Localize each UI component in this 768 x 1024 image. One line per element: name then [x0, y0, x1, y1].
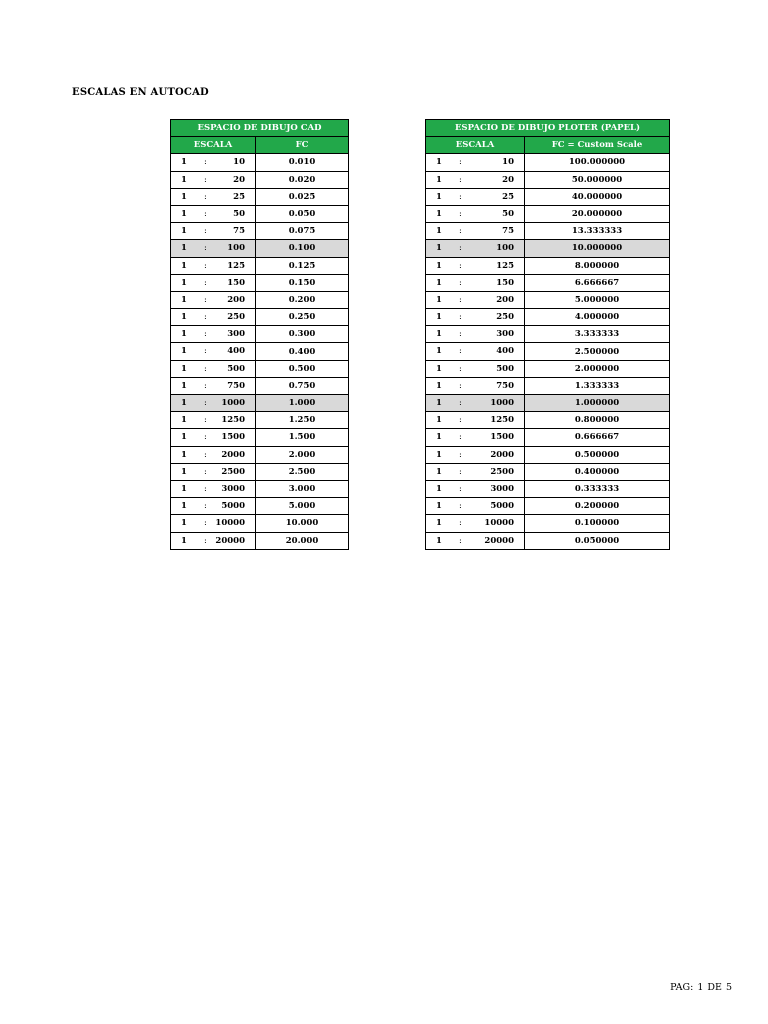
cad-table-row [171, 274, 349, 291]
scale-separator: : [204, 449, 207, 460]
scale-ratio-cell [171, 309, 256, 326]
scale-separator: : [459, 208, 462, 219]
scale-ratio-cell [171, 360, 256, 377]
scale-separator: : [459, 466, 462, 477]
scale-factor-cell: 0.025 [256, 188, 349, 205]
ploter-table-row [426, 274, 670, 291]
scale-numerator: 1 [436, 380, 442, 391]
scale-numerator: 1 [436, 363, 442, 374]
scale-ratio-cell [171, 171, 256, 188]
ploter-table-row [426, 257, 670, 274]
scale-separator: : [459, 243, 462, 254]
scale-numerator: 1 [181, 346, 187, 357]
scale-factor-cell: 20.000 [256, 532, 349, 549]
scale-denominator: 10000 [215, 518, 245, 529]
scale-separator: : [204, 535, 207, 546]
ploter-table-row [426, 429, 670, 446]
scale-separator: : [459, 157, 462, 168]
ploter-table-row [426, 309, 670, 326]
ploter-table-title: ESPACIO DE DIBUJO PLOTER (PAPEL) [426, 120, 670, 137]
scale-denominator: 1500 [221, 432, 245, 443]
scale-ratio-cell [426, 171, 525, 188]
scale-separator: : [459, 346, 462, 357]
scale-ratio-cell [426, 463, 525, 480]
ploter-table-row [426, 240, 670, 257]
scale-numerator: 1 [181, 501, 187, 512]
scale-factor-cell: 0.500000 [525, 446, 670, 463]
scale-numerator: 1 [181, 415, 187, 426]
scale-ratio-cell [426, 291, 525, 308]
scale-separator: : [459, 363, 462, 374]
scale-ratio-cell [426, 395, 525, 412]
scale-factor-cell: 13.333333 [525, 223, 670, 240]
scale-denominator: 750 [227, 380, 245, 391]
scale-denominator: 1500 [490, 432, 514, 443]
ploter-table-row [426, 377, 670, 394]
scale-factor-cell: 0.020 [256, 171, 349, 188]
scale-denominator: 200 [227, 294, 245, 305]
scale-factor-cell: 2.500 [256, 463, 349, 480]
scale-factor-cell: 100.000000 [525, 154, 670, 171]
cad-table-row [171, 171, 349, 188]
scale-numerator: 1 [181, 483, 187, 494]
scale-separator: : [204, 380, 207, 391]
scale-ratio-cell [426, 446, 525, 463]
scale-factor-cell: 20.000000 [525, 205, 670, 222]
scale-separator: : [459, 501, 462, 512]
ploter-table-row [426, 515, 670, 532]
scale-ratio-cell [171, 154, 256, 171]
scale-separator: : [459, 277, 462, 288]
ploter-table-row [426, 223, 670, 240]
scale-separator: : [204, 312, 207, 323]
cad-table-row [171, 326, 349, 343]
scale-numerator: 1 [436, 449, 442, 460]
scale-ratio-cell [171, 240, 256, 257]
scale-ratio-cell [171, 463, 256, 480]
scale-factor-cell: 8.000000 [525, 257, 670, 274]
cad-scale-table [170, 119, 349, 550]
scale-numerator: 1 [436, 466, 442, 477]
scale-ratio-cell [426, 309, 525, 326]
scale-ratio-cell [426, 154, 525, 171]
ploter-table-row [426, 463, 670, 480]
scale-numerator: 1 [181, 294, 187, 305]
scale-separator: : [459, 260, 462, 271]
scale-ratio-cell [426, 326, 525, 343]
scale-denominator: 500 [227, 363, 245, 374]
scale-numerator: 1 [436, 294, 442, 305]
scale-factor-cell: 0.800000 [525, 412, 670, 429]
scale-factor-cell: 0.050000 [525, 532, 670, 549]
scale-ratio-cell [171, 291, 256, 308]
scale-factor-cell: 50.000000 [525, 171, 670, 188]
scale-denominator: 3000 [221, 483, 245, 494]
scale-factor-cell: 0.250 [256, 309, 349, 326]
page-number: PAG: 1 DE 5 [670, 982, 732, 993]
ploter-table-row [426, 343, 670, 360]
scale-ratio-cell [171, 205, 256, 222]
scale-separator: : [459, 449, 462, 460]
scale-separator: : [459, 398, 462, 408]
scale-ratio-cell [171, 446, 256, 463]
scale-factor-cell: 1.500 [256, 429, 349, 446]
scale-ratio-cell [171, 412, 256, 429]
scale-separator: : [459, 415, 462, 426]
scale-factor-cell: 0.333333 [525, 480, 670, 497]
ploter-table-row [426, 326, 670, 343]
cad-fc-header: FC [256, 137, 349, 154]
scale-numerator: 1 [436, 415, 442, 426]
scale-factor-cell: 0.125 [256, 257, 349, 274]
scale-numerator: 1 [181, 157, 187, 168]
scale-numerator: 1 [181, 380, 187, 391]
scale-denominator: 5000 [490, 501, 514, 512]
scale-numerator: 1 [436, 260, 442, 271]
scale-separator: : [459, 191, 462, 202]
scale-separator: : [204, 208, 207, 219]
scale-ratio-cell [171, 377, 256, 394]
scale-ratio-cell [426, 188, 525, 205]
scale-ratio-cell [426, 205, 525, 222]
scale-factor-cell: 3.000 [256, 480, 349, 497]
scale-separator: : [204, 466, 207, 477]
scale-numerator: 1 [181, 432, 187, 443]
ploter-table-row [426, 171, 670, 188]
scale-denominator: 25 [233, 191, 245, 202]
scale-numerator: 1 [181, 329, 187, 340]
scale-denominator: 250 [496, 312, 514, 323]
scale-factor-cell: 1.000000 [525, 395, 670, 412]
scale-factor-cell: 1.000 [256, 395, 349, 412]
scale-factor-cell: 0.050 [256, 205, 349, 222]
cad-table-row [171, 429, 349, 446]
scale-separator: : [204, 157, 207, 168]
scale-numerator: 1 [181, 449, 187, 460]
scale-denominator: 20000 [484, 535, 514, 546]
cad-table-row [171, 360, 349, 377]
scale-numerator: 1 [436, 329, 442, 340]
scale-ratio-cell [426, 223, 525, 240]
cad-table-row [171, 446, 349, 463]
scale-separator: : [459, 535, 462, 546]
cad-table-row [171, 480, 349, 497]
scale-denominator: 50 [502, 208, 514, 219]
scale-denominator: 10 [233, 157, 245, 168]
scale-denominator: 20000 [215, 535, 245, 546]
cad-table-row [171, 257, 349, 274]
scale-denominator: 20 [502, 174, 514, 185]
scale-numerator: 1 [436, 208, 442, 219]
scale-separator: : [204, 518, 207, 529]
scale-separator: : [204, 363, 207, 374]
scale-denominator: 125 [496, 260, 514, 271]
scale-numerator: 1 [181, 363, 187, 374]
scale-separator: : [204, 243, 207, 254]
cad-table-row [171, 412, 349, 429]
scale-separator: : [204, 483, 207, 494]
scale-factor-cell: 2.000 [256, 446, 349, 463]
cad-table-row [171, 343, 349, 360]
scale-factor-cell: 5.000000 [525, 291, 670, 308]
scale-ratio-cell [171, 515, 256, 532]
scale-numerator: 1 [436, 501, 442, 512]
scale-factor-cell: 1.333333 [525, 377, 670, 394]
scale-factor-cell: 2.500000 [525, 343, 670, 360]
cad-table-row [171, 154, 349, 171]
ploter-table-row [426, 205, 670, 222]
scale-numerator: 1 [181, 535, 187, 546]
scale-separator: : [204, 346, 207, 357]
scale-numerator: 1 [436, 398, 442, 408]
scale-factor-cell: 0.750 [256, 377, 349, 394]
scale-factor-cell: 0.150 [256, 274, 349, 291]
scale-numerator: 1 [181, 260, 187, 271]
scale-ratio-cell [426, 480, 525, 497]
scale-denominator: 200 [496, 294, 514, 305]
ploter-table-row [426, 395, 670, 412]
ploter-table-row [426, 188, 670, 205]
scale-factor-cell: 0.200000 [525, 498, 670, 515]
scale-ratio-cell [426, 274, 525, 291]
scale-denominator: 20 [233, 174, 245, 185]
cad-table-row [171, 223, 349, 240]
scale-ratio-cell [171, 480, 256, 497]
ploter-table-row [426, 446, 670, 463]
scale-numerator: 1 [436, 157, 442, 168]
scale-separator: : [459, 380, 462, 391]
ploter-table-row [426, 412, 670, 429]
scale-factor-cell: 0.400 [256, 343, 349, 360]
cad-table-row [171, 291, 349, 308]
ploter-escala-header: ESCALA [426, 137, 525, 154]
scale-numerator: 1 [436, 535, 442, 546]
scale-numerator: 1 [181, 312, 187, 323]
scale-factor-cell: 0.075 [256, 223, 349, 240]
scale-separator: : [204, 191, 207, 202]
scale-factor-cell: 0.200 [256, 291, 349, 308]
scale-factor-cell: 0.400000 [525, 463, 670, 480]
scale-ratio-cell [171, 223, 256, 240]
scale-denominator: 2000 [221, 449, 245, 460]
ploter-scale-table [425, 119, 670, 550]
scale-factor-cell: 3.333333 [525, 326, 670, 343]
cad-table-row [171, 463, 349, 480]
scale-denominator: 75 [233, 226, 245, 237]
scale-denominator: 5000 [221, 501, 245, 512]
scale-ratio-cell [171, 274, 256, 291]
cad-table-body [171, 154, 349, 549]
scale-denominator: 150 [496, 277, 514, 288]
scale-factor-cell: 40.000000 [525, 188, 670, 205]
ploter-table-row [426, 532, 670, 549]
scale-factor-cell: 0.500 [256, 360, 349, 377]
scale-numerator: 1 [436, 346, 442, 357]
scale-ratio-cell [426, 532, 525, 549]
scale-ratio-cell [171, 429, 256, 446]
scale-denominator: 2500 [490, 466, 514, 477]
cad-table-row [171, 532, 349, 549]
scale-ratio-cell [171, 343, 256, 360]
scale-factor-cell: 4.000000 [525, 309, 670, 326]
ploter-table-row [426, 480, 670, 497]
cad-table-row [171, 188, 349, 205]
scale-denominator: 3000 [490, 483, 514, 494]
cad-table-row [171, 240, 349, 257]
cad-table-row [171, 515, 349, 532]
ploter-table-row [426, 154, 670, 171]
scale-denominator: 400 [496, 346, 514, 357]
scale-denominator: 75 [502, 226, 514, 237]
page-title: ESCALAS EN AUTOCAD [72, 87, 209, 98]
scale-denominator: 1250 [221, 415, 245, 426]
scale-numerator: 1 [181, 174, 187, 185]
scale-separator: : [204, 398, 207, 408]
scale-separator: : [204, 174, 207, 185]
ploter-table-row [426, 498, 670, 515]
scale-numerator: 1 [181, 191, 187, 202]
scale-numerator: 1 [436, 277, 442, 288]
scale-denominator: 1000 [490, 398, 514, 408]
scale-factor-cell: 2.000000 [525, 360, 670, 377]
scale-separator: : [204, 329, 207, 340]
scale-separator: : [204, 226, 207, 237]
scale-numerator: 1 [436, 518, 442, 529]
cad-table-row [171, 377, 349, 394]
scale-denominator: 300 [496, 329, 514, 340]
ploter-table-row [426, 291, 670, 308]
scale-denominator: 10000 [484, 518, 514, 529]
scale-separator: : [459, 329, 462, 340]
scale-numerator: 1 [181, 208, 187, 219]
scale-numerator: 1 [181, 398, 187, 408]
scale-factor-cell: 0.100 [256, 240, 349, 257]
scale-separator: : [459, 483, 462, 494]
scale-separator: : [204, 501, 207, 512]
cad-escala-header: ESCALA [171, 137, 256, 154]
scale-denominator: 300 [227, 329, 245, 340]
scale-denominator: 750 [496, 380, 514, 391]
scale-ratio-cell [171, 257, 256, 274]
cad-table-title: ESPACIO DE DIBUJO CAD [171, 120, 349, 137]
ploter-table-body [426, 154, 670, 549]
scale-factor-cell: 6.666667 [525, 274, 670, 291]
scale-ratio-cell [426, 360, 525, 377]
cad-table-row [171, 395, 349, 412]
scale-ratio-cell [426, 429, 525, 446]
scale-numerator: 1 [436, 226, 442, 237]
scale-denominator: 25 [502, 191, 514, 202]
scale-separator: : [204, 294, 207, 305]
scale-denominator: 150 [227, 277, 245, 288]
scale-denominator: 10 [502, 157, 514, 168]
scale-numerator: 1 [436, 243, 442, 254]
scale-numerator: 1 [436, 312, 442, 323]
cad-table-row [171, 498, 349, 515]
scale-ratio-cell [171, 532, 256, 549]
scale-ratio-cell [426, 257, 525, 274]
scale-numerator: 1 [181, 277, 187, 288]
scale-numerator: 1 [181, 226, 187, 237]
scale-denominator: 2000 [490, 449, 514, 460]
scale-factor-cell: 0.100000 [525, 515, 670, 532]
scale-ratio-cell [426, 343, 525, 360]
scale-numerator: 1 [181, 243, 187, 254]
scale-separator: : [204, 415, 207, 426]
scale-denominator: 1250 [490, 415, 514, 426]
cad-table-row [171, 205, 349, 222]
scale-ratio-cell [171, 498, 256, 515]
ploter-fc-header: FC = Custom Scale [525, 137, 670, 154]
scale-ratio-cell [426, 412, 525, 429]
scale-denominator: 50 [233, 208, 245, 219]
scale-separator: : [459, 518, 462, 529]
scale-denominator: 500 [496, 363, 514, 374]
scale-ratio-cell [426, 515, 525, 532]
scale-factor-cell: 0.300 [256, 326, 349, 343]
scale-denominator: 2500 [221, 466, 245, 477]
scale-separator: : [459, 174, 462, 185]
scale-separator: : [204, 260, 207, 271]
scale-denominator: 400 [227, 346, 245, 357]
scale-factor-cell: 10.000 [256, 515, 349, 532]
scale-ratio-cell [426, 498, 525, 515]
scale-ratio-cell [426, 240, 525, 257]
scale-factor-cell: 1.250 [256, 412, 349, 429]
scale-factor-cell: 5.000 [256, 498, 349, 515]
scale-denominator: 100 [496, 243, 514, 254]
scale-denominator: 100 [227, 243, 245, 254]
scale-ratio-cell [171, 395, 256, 412]
scale-factor-cell: 0.010 [256, 154, 349, 171]
scale-factor-cell: 10.000000 [525, 240, 670, 257]
scale-numerator: 1 [436, 174, 442, 185]
scale-numerator: 1 [181, 466, 187, 477]
scale-separator: : [459, 432, 462, 443]
scale-separator: : [459, 294, 462, 305]
scale-separator: : [204, 277, 207, 288]
scale-numerator: 1 [436, 432, 442, 443]
scale-denominator: 1000 [221, 398, 245, 408]
scale-denominator: 250 [227, 312, 245, 323]
scale-separator: : [459, 312, 462, 323]
scale-denominator: 125 [227, 260, 245, 271]
scale-factor-cell: 0.666667 [525, 429, 670, 446]
scale-separator: : [204, 432, 207, 443]
scale-separator: : [459, 226, 462, 237]
cad-table-row [171, 309, 349, 326]
scale-ratio-cell [171, 326, 256, 343]
scale-numerator: 1 [181, 518, 187, 529]
scale-ratio-cell [426, 377, 525, 394]
scale-ratio-cell [171, 188, 256, 205]
scale-numerator: 1 [436, 483, 442, 494]
scale-numerator: 1 [436, 191, 442, 202]
ploter-table-row [426, 360, 670, 377]
